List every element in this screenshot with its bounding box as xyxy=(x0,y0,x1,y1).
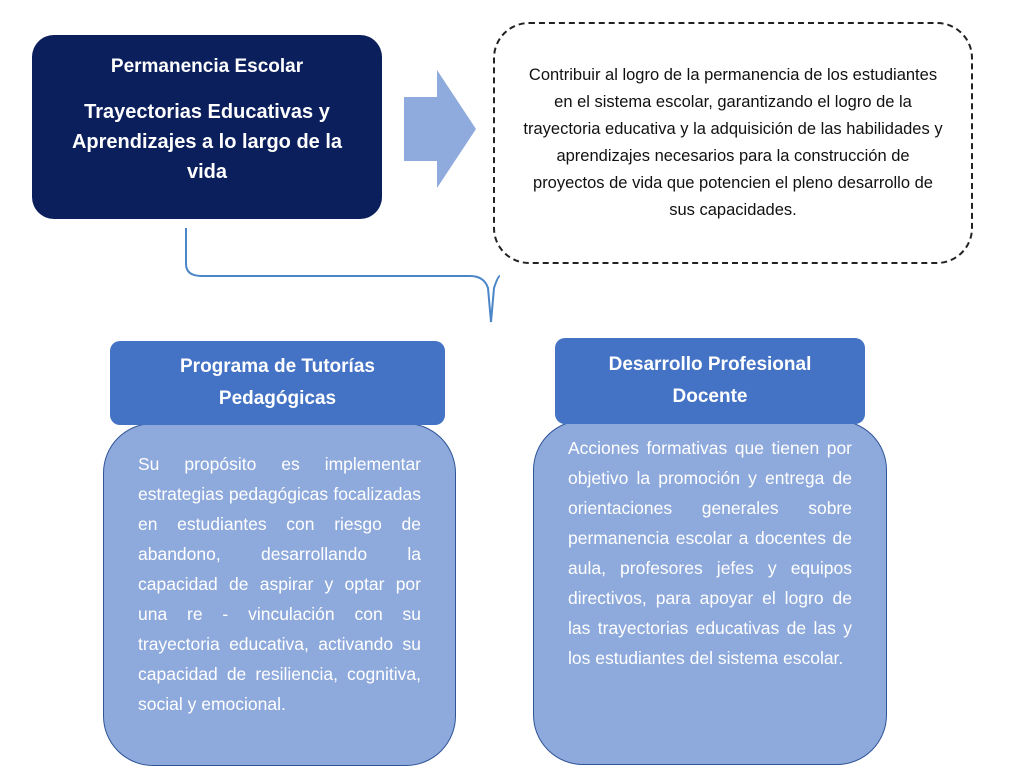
objective-text: Contribuir al logro de la permanencia de los estudiantes en el sistema escolar, garantizando el logro de la trayectoria educativa y la adquisición de las habilidades y aprendizajes necesarios para la construcción de proyectos de vida que potencien el pleno desarrollo de sus capacidades. xyxy=(523,66,943,219)
permanencia-box xyxy=(32,35,382,219)
objective-callout xyxy=(493,22,973,264)
tutorias-header xyxy=(110,341,445,425)
right-arrow-icon xyxy=(404,70,476,188)
curly-brace-connector xyxy=(180,228,500,324)
permanencia-title: Permanencia Escolar xyxy=(110,56,304,77)
tutorias-body xyxy=(103,423,456,766)
tutorias-description: Su propósito es implementar estrategias pedagógicas focalizadas en estudiantes con riesgo de abandono, desarrollando la capacidad de aspirar y optar por una re - vinculación con su trayectoria educativa, activando su capacidad de resiliencia, cognitiva, social y emocional. xyxy=(138,454,421,714)
permanencia-subtitle: Trayectorias Educativas y Aprendizajes a lo largo de la vida xyxy=(71,101,343,183)
desarrollo-body xyxy=(533,420,887,765)
tutorias-title: Programa de Tutorías Pedagógicas xyxy=(180,356,375,409)
desarrollo-header xyxy=(555,338,865,424)
desarrollo-title: Desarrollo Profesional Docente xyxy=(608,354,812,407)
desarrollo-description: Acciones formativas que tienen por objetivo la promoción y entrega de orientaciones generales sobre permanencia escolar a docentes de aula, profesores jefes y equipos directivos, para apoyar el logro de las trayectorias educativas de las y los estudiantes del sistema escolar. xyxy=(568,438,852,668)
